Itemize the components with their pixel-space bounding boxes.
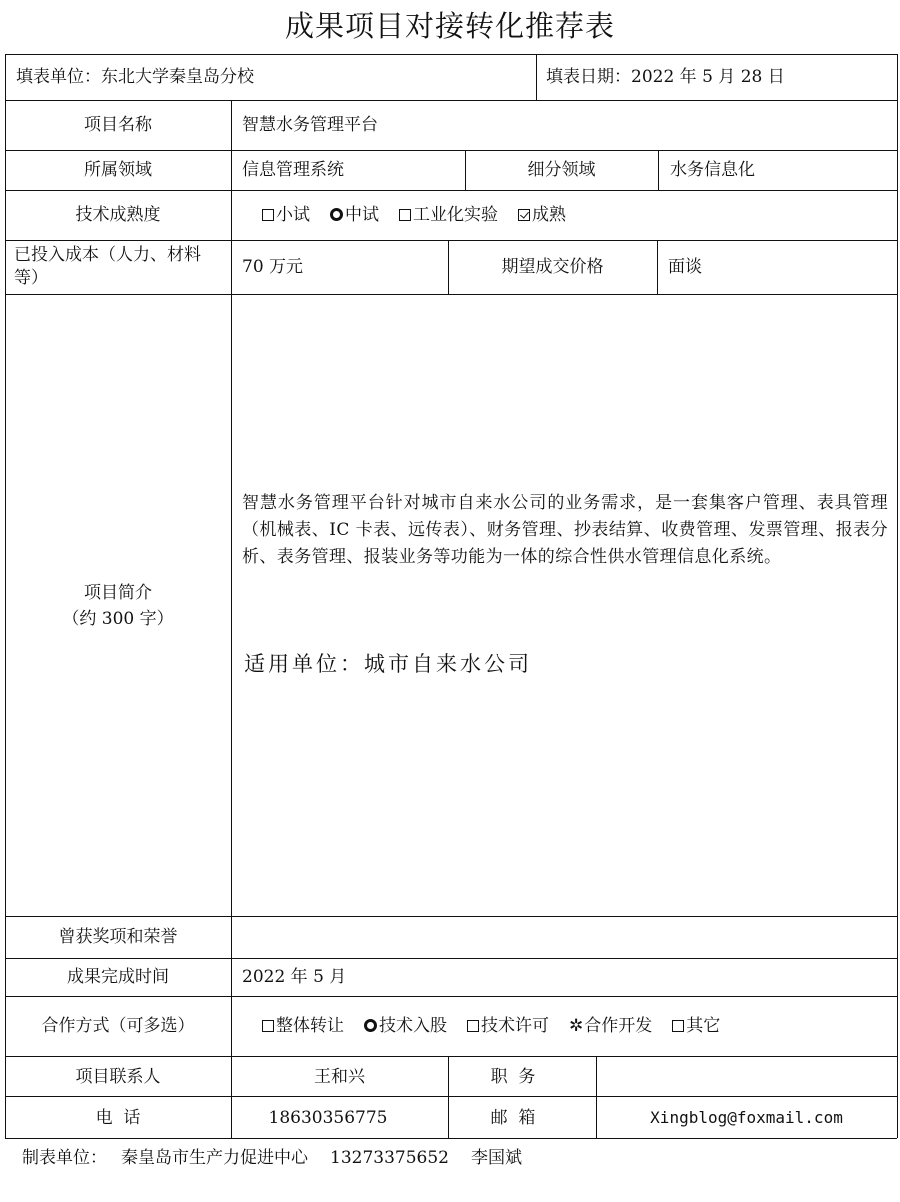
gear-icon: ✲	[569, 1016, 584, 1036]
awards-label: 曾获奖项和荣誉	[58, 927, 178, 947]
coop-options	[262, 1015, 740, 1037]
footer-maker: 秦皇岛市生产力促进中心	[121, 1148, 308, 1168]
label-column-divider	[231, 100, 232, 1138]
checkbox-icon	[467, 1020, 479, 1032]
row-divider	[5, 150, 897, 151]
position-label: 职 务	[490, 1067, 536, 1087]
completion-value: 2022 年 5 月	[242, 967, 347, 987]
project-name-label: 项目名称	[84, 115, 152, 135]
checkbox-icon	[672, 1020, 684, 1032]
checkbox-icon	[262, 209, 274, 221]
fill-date: 填表日期：2022 年 5 月 28 日	[546, 67, 785, 87]
footer-maker-label: 制表单位：	[22, 1148, 107, 1168]
field-label: 所属领域	[84, 160, 152, 180]
email-label: 邮 箱	[490, 1108, 536, 1128]
intro-text: 智慧水务管理平台针对城市自来水公司的业务需求，是一套集客户管理、表具管理（机械表、IC 卡表、远传表）、财务管理、抄表结算、收费管理、发票管理、报表分析、表务管理、报装业务等功能为一体的综合性供水管理信息化系统。	[242, 493, 888, 567]
coop-option-transfer[interactable]: 整体转让	[262, 1016, 344, 1036]
fill-unit: 填表单位：东北大学秦皇岛分校	[16, 67, 254, 87]
intro-label: 项目简介 （约 300 字）	[62, 583, 174, 629]
price-value: 面谈	[668, 257, 702, 277]
field-divider	[658, 150, 659, 190]
radio-selected-icon	[364, 1019, 377, 1032]
completion-label: 成果完成时间	[67, 967, 169, 987]
cost-divider	[657, 240, 658, 294]
cost-value: 70 万元	[242, 257, 304, 277]
email-value: Xingblog@foxmail.com	[650, 1108, 843, 1127]
maturity-option-mature[interactable]: 成熟	[518, 205, 566, 225]
table-border-right	[897, 54, 898, 1138]
applicable-unit: 适用单位：城市自来水公司	[244, 652, 532, 676]
maturity-options	[262, 204, 586, 226]
coop-option-other[interactable]: 其它	[672, 1016, 720, 1036]
footer-person: 李国斌	[470, 1148, 522, 1168]
phone-label: 电 话	[95, 1108, 141, 1128]
row-divider	[5, 958, 897, 959]
row-divider	[5, 916, 897, 917]
project-name-value: 智慧水务管理平台	[242, 115, 378, 135]
row-divider	[5, 996, 897, 997]
checkbox-icon	[399, 209, 411, 221]
coop-option-license[interactable]: 技术许可	[467, 1016, 549, 1036]
row-divider	[5, 100, 897, 101]
price-label: 期望成交价格	[501, 257, 604, 277]
row-divider	[5, 294, 897, 295]
maturity-label: 技术成熟度	[75, 205, 161, 225]
subfield-value: 水务信息化	[670, 160, 755, 180]
page-title: 成果项目对接转化推荐表	[284, 9, 615, 43]
contact-value: 王和兴	[314, 1067, 365, 1087]
row-divider	[5, 240, 897, 241]
checkbox-checked-icon	[518, 209, 530, 221]
checkbox-icon	[262, 1020, 274, 1032]
table-border-top	[5, 54, 897, 55]
phone-value: 18630356775	[268, 1108, 388, 1128]
maturity-option-pilot[interactable]: 中试	[330, 205, 379, 225]
footer	[22, 1143, 544, 1168]
header-divider	[536, 54, 537, 100]
coop-label: 合作方式（可多选）	[41, 1016, 195, 1036]
contact-label: 项目联系人	[75, 1067, 161, 1087]
coop-option-equity[interactable]: 技术入股	[364, 1016, 447, 1036]
row-divider	[5, 190, 897, 191]
radio-selected-icon	[330, 208, 343, 221]
field-value: 信息管理系统	[242, 160, 344, 180]
subfield-label: 细分领域	[527, 160, 596, 180]
coop-option-joint-dev[interactable]: ✲合作开发	[569, 1016, 653, 1036]
footer-phone: 13273375652	[330, 1148, 449, 1168]
row-divider	[5, 1056, 897, 1057]
row-divider	[5, 1096, 897, 1097]
table-border-bottom	[5, 1138, 897, 1139]
maturity-option-industrial[interactable]: 工业化实验	[399, 205, 498, 225]
cost-label: 已投入成本（人力、材料 等）	[14, 245, 201, 288]
maturity-option-small-trial[interactable]: 小试	[262, 205, 310, 225]
